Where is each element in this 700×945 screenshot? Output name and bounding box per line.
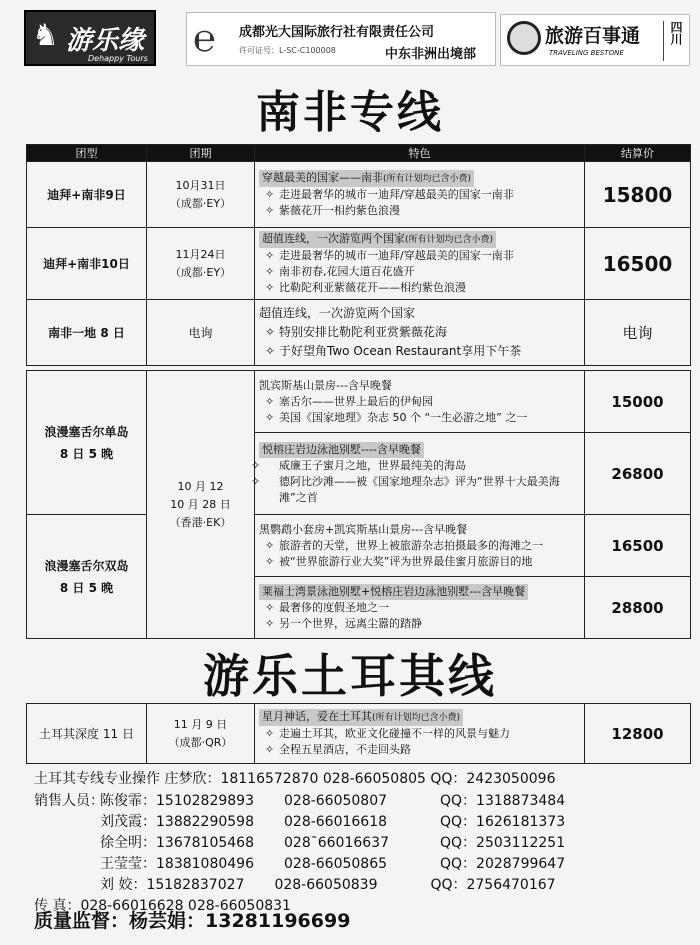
tour-date: 10 月 12 10 月 28 日 （香港·EK）: [147, 371, 255, 639]
logo-right-region: 四川: [663, 21, 685, 61]
star-bullet-icon: ✧: [265, 410, 275, 424]
tour-feature: [251, 433, 585, 515]
list-item: ✧ 德阿比沙滩——被《国家地理杂志》评为“世界十大最美海滩”之首: [251, 474, 560, 504]
list-item: ✧ 最奢侈的度假圣地之一: [265, 600, 389, 614]
star-bullet-icon: ✧: [251, 474, 261, 488]
tour-feature: [255, 228, 585, 300]
south-africa-table: [26, 144, 691, 366]
table-row: [27, 515, 691, 577]
logo-right-sub: TRAVELING BESTONE: [549, 49, 624, 57]
col-group: 团型: [27, 145, 147, 162]
table-header-row: [27, 145, 691, 162]
list-item: ✧ 特别安排比勒陀利亚赏紫薇花海: [259, 323, 580, 342]
tour-name: 土耳其深度 11 日: [27, 704, 147, 764]
star-bullet-icon: ✧: [265, 325, 276, 339]
tour-feature: [255, 577, 585, 639]
col-feature: 特色: [255, 145, 585, 162]
star-bullet-icon: ✧: [265, 249, 275, 262]
tour-price: 16500: [585, 228, 691, 300]
youleyuan-logo: [24, 10, 156, 66]
tour-feature: [255, 371, 585, 433]
tour-price: 16500: [585, 515, 691, 577]
tour-name: 浪漫塞舌尔单岛 8 日 5 晚: [27, 371, 147, 515]
star-bullet-icon: ✧: [265, 281, 275, 294]
tour-feature: [255, 704, 585, 764]
list-item: ✧ 威廉王子蜜月之地，世界最纯美的海岛: [251, 458, 466, 472]
feature-headline: 星月神话，爱在土耳其(所有计划均已含小费): [259, 709, 463, 726]
table-row: [27, 371, 691, 433]
tour-price: 12800: [585, 704, 691, 764]
seychelles-table: [26, 370, 691, 639]
sales-row: 王莹莹：18381080496 028-66050865 QQ：2028799647: [100, 856, 566, 872]
logo-right-name: 旅游百事通: [545, 25, 641, 47]
table-row: [27, 228, 691, 300]
star-bullet-icon: ✧: [265, 204, 275, 217]
feature-headline: 黑鹦鹉小套房+凯宾斯基山景房---含早晚餐: [259, 522, 468, 536]
list-item: ✧ 南非初春,花园大道百花盛开: [265, 265, 415, 278]
list-item: ✧ 美国《国家地理》杂志 50 个 “一生必游之地” 之一: [265, 410, 528, 424]
tour-date: 11 月 9 日 （成都·QR）: [147, 704, 255, 764]
star-bullet-icon: ✧: [265, 616, 275, 630]
tour-feature: [255, 300, 585, 366]
feature-headline: 悦榕庄岩边泳池别墅----含早晚餐: [259, 442, 424, 458]
table-row: [27, 704, 691, 764]
table-row: [27, 300, 691, 366]
tour-name: 浪漫塞舌尔双岛 8 日 5 晚: [27, 515, 147, 639]
logo-left-sub: Dehappy Tours: [88, 54, 148, 63]
tour-price: 电询: [585, 300, 691, 366]
turkey-title: 游乐土耳其线: [203, 649, 497, 703]
star-bullet-icon: ✧: [265, 554, 275, 568]
list-item: ✧ 走进最奢华的城市一迪拜/穿越最美的国家一南非: [265, 249, 514, 262]
company-name: 成都光大国际旅行社有限责任公司: [239, 25, 435, 40]
star-bullet-icon: ✧: [265, 394, 275, 408]
list-item: ✧ 紫薇花开一相约紫色浪漫: [265, 204, 400, 217]
list-item: ✧ 塞舌尔——世界上最后的伊甸园: [265, 394, 433, 408]
star-bullet-icon: ✧: [251, 458, 261, 472]
tour-date: 电询: [147, 300, 255, 366]
star-bullet-icon: ✧: [265, 188, 275, 201]
feature-headline: 凯宾斯基山景房---含早晚餐: [259, 378, 392, 392]
tour-name: 南非一地 8 日: [27, 300, 147, 366]
tour-feature: [255, 515, 585, 577]
star-bullet-icon: ✧: [265, 727, 275, 740]
turkey-operator-line: 土耳其专线专业操作 庄梦欣：18116572870 028-66050805 QQ：2423050096: [34, 771, 556, 787]
tour-price: 28800: [585, 577, 691, 639]
guangda-logo: [186, 12, 496, 66]
list-item: ✧ 走遍土耳其，欧亚文化碰撞不一样的风景与魅力: [265, 727, 510, 740]
horse-icon: ♞: [32, 18, 59, 53]
south-africa-title: 南非专线: [256, 87, 444, 138]
list-item: ✧ 另一个世界，远离尘嚣的踏静: [265, 616, 422, 630]
star-bullet-icon: ✧: [265, 600, 275, 614]
fax-line: 传 真：028-66016628 028-66050831: [34, 898, 291, 914]
star-bullet-icon: ✧: [265, 265, 275, 278]
tour-date: 11月24日 （成都·EY）: [147, 228, 255, 300]
feature-headline: 超值连线，一次游览两个国家: [259, 306, 416, 320]
table-row: [27, 162, 691, 228]
sales-row: 徐全明：13678105468 028¯66016637 QQ：2503112251: [100, 835, 566, 851]
col-date: 团期: [147, 145, 255, 162]
sales-row: 销售人员：陈俊霏：15102829893 028-66050807 QQ：1318873484: [34, 793, 566, 809]
list-item: ✧ 走进最奢华的城市一迪拜/穿越最美的国家一南非: [265, 188, 514, 201]
tour-name: 迪拜+南非10日: [27, 228, 147, 300]
feature-headline: 莱福士湾景泳池别墅+悦榕庄岩边泳池别墅---含早晚餐: [259, 584, 528, 600]
star-bullet-icon: ✧: [265, 743, 275, 756]
sales-row: 刘茂霞：13882290598 028-66016618 QQ：1626181373: [100, 814, 566, 830]
baishitong-logo: [500, 14, 690, 66]
list-item: ✧ 比勒陀利亚紫薇花开——相约紫色浪漫: [265, 281, 466, 294]
tour-name: 迪拜+南非9日: [27, 162, 147, 228]
list-item: ✧ 于好望角Two Ocean Restaurant享用下午茶: [259, 342, 580, 361]
mascot-icon: [507, 21, 541, 55]
logo-left-name: 游乐缘: [66, 26, 145, 56]
turkey-table: [26, 703, 691, 764]
star-bullet-icon: ✧: [265, 538, 275, 552]
sales-row: 刘 姣：15182837027 028-66050839 QQ：2756470167: [100, 877, 556, 893]
tour-price: 15000: [585, 371, 691, 433]
tour-price: 15800: [585, 162, 691, 228]
guangda-swirl-icon: ℮: [193, 15, 216, 60]
list-item: ✧ 旅游者的天堂，世界上被旅游杂志拍摄最多的海滩之一: [265, 538, 543, 552]
license-number: 许可证号：L-SC-C100008: [239, 46, 336, 55]
tour-feature: [255, 162, 585, 228]
feature-headline: 穿越最美的国家——南非(所有计划均已含小费): [259, 170, 474, 187]
feature-headline: 超值连线，一次游览两个国家(所有计划均已含小费): [259, 231, 496, 248]
tour-date: 10月31日 （成都·EY）: [147, 162, 255, 228]
header-logos: [0, 0, 700, 72]
col-price: 结算价: [585, 145, 691, 162]
list-item: ✧ 全程五星酒店，不走回头路: [265, 743, 411, 756]
star-bullet-icon: ✧: [265, 344, 276, 358]
list-item: ✧ 被“世界旅游行业大奖”评为世界最佳蜜月旅游目的地: [265, 554, 533, 568]
tour-price: 26800: [585, 433, 691, 515]
quality-supervisor: 质量监督：杨芸娟：13281196699: [34, 910, 351, 932]
department-name: 中东非洲出境部: [385, 47, 477, 62]
